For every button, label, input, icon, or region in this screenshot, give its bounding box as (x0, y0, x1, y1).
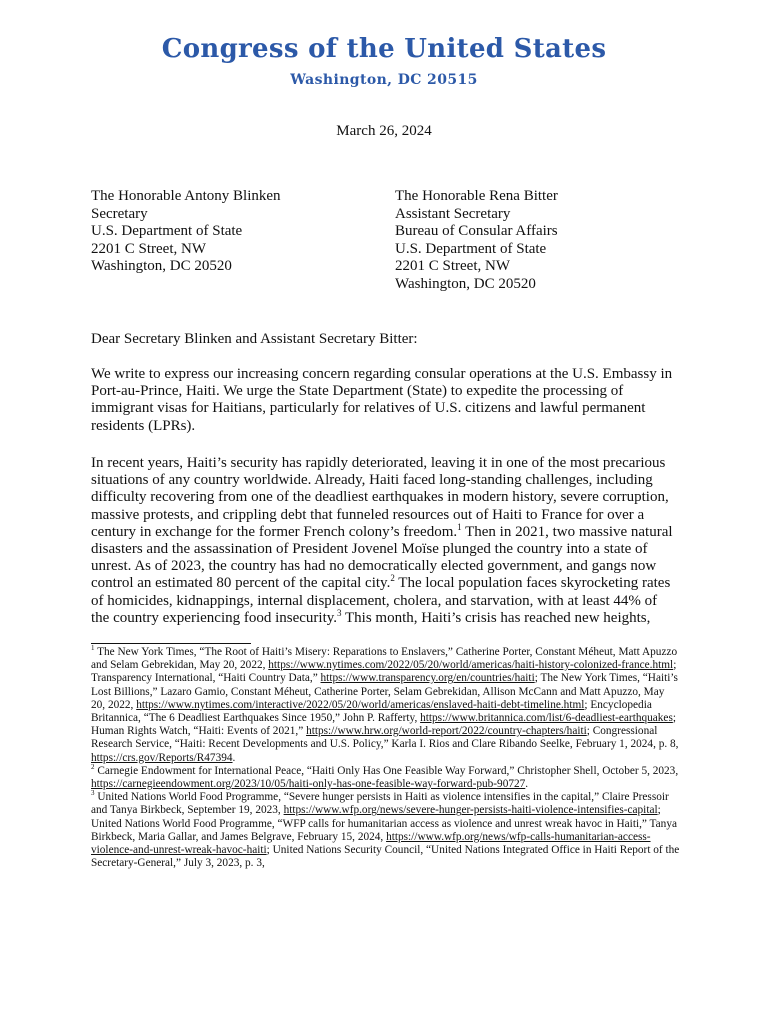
footnote-divider (91, 643, 251, 644)
footnote-text: ; Transparency International, “Haiti Country Data,” (91, 659, 677, 685)
footnote-link[interactable]: https://carnegieendowment.org/2023/10/05/haiti-only-has-one-feasible-way-forward-pub-90727 (91, 778, 526, 791)
address-line: 2201 C Street, NW (91, 240, 206, 257)
address-line: Secretary (91, 205, 148, 222)
footnote-text: ; United Nations World Food Programme, “WFP calls for humanitarian access as violence and unrest wreak havoc in Haiti,” Tanya Birkbeck, Maria Gallar, and James Belgrave, February 15, 2024, (91, 804, 677, 843)
footnote-text: The New York Times, “The Root of Haiti’s Misery: Reparations to Enslavers,” Catherine Porter, Constant Méheut, Matt Apuzzo and Selam Gebrekidan, May 20, 2022, (91, 646, 678, 672)
paragraph-text: The local population faces skyrocketing rates of homicides, kidnappings, internal displacement, cholera, and starvation, with at least 44% of the country experiencing food insecurity. (91, 575, 671, 626)
address-line: U.S. Department of State (91, 223, 243, 240)
footnote-text: . (232, 751, 236, 764)
paragraph-text: Then in 2021, two massive natural disasters and the assassination of President Jovenel Moïse plunged the country into a state of unrest. As of 2023, the country has had no democratically elected government, and gangs now control an estimated 80 percent of the capital city. (91, 523, 673, 592)
letterhead-title: Congress of the United States (161, 34, 607, 64)
letterhead-subtitle: Washington, DC 20515 (290, 72, 478, 88)
footnote-text: ; United Nations Security Council, “United Nations Integrated Office in Haiti Report of the Secretary-General,” July 3, 2023, p. 3, (91, 844, 680, 870)
letter-date: March 26, 2024 (336, 123, 432, 139)
footnote-text: ; The New York Times, “Haiti’s Lost Billions,” Lazaro Gamio, Constant Méheut, Catherine Porter, Selam Gebrekidan, Allison McCann and Matt Apuzzo, May 20, 2022, (91, 672, 678, 711)
footnote-number: 2 (91, 763, 95, 772)
footnote-2 (91, 765, 681, 791)
footnote-link[interactable]: https://www.wfp.org/news/severe-hunger-persists-haiti-violence-intensifies-capital (283, 804, 658, 817)
footnote-text: ; Human Rights Watch, “Haiti: Events of 2021,” (91, 712, 676, 738)
address-line: The Honorable Rena Bitter (395, 188, 558, 204)
paragraph-text: This month, Haiti’s crisis has reached new heights, (341, 609, 651, 626)
footnote-link[interactable]: https://www.transparency.org/en/countries/haiti (320, 672, 535, 685)
footnote-text: United Nations World Food Programme, “Severe hunger persists in Haiti as violence intensifies in the capital,” Claire Pressoir and Tanya Birkbeck, September 19, 2023, (91, 791, 669, 817)
footnote-number: 3 (91, 789, 95, 798)
address-line: U.S. Department of State (395, 240, 547, 257)
recipient-address-bitter (395, 188, 558, 294)
footnote-link[interactable]: https://crs.gov/Reports/R47394 (91, 751, 233, 764)
footnote-3 (91, 791, 681, 870)
footnote-text: ; Congressional Research Service, “Haiti: Recent Developments and U.S. Policy,” Karla I. Rios and Clare Ribando Seelke, February 1, 2024, p. 8, (91, 725, 679, 751)
footnote-link[interactable]: https://www.wfp.org/news/wfp-calls-humanitarian-access-violence-and-unrest-wreak-havoc-haiti (91, 830, 651, 857)
footnote-ref-3: 3 (337, 607, 342, 618)
footnote-text: . (525, 778, 529, 791)
address-line: Washington, DC 20520 (91, 258, 232, 275)
address-line: 2201 C Street, NW (395, 258, 510, 275)
body-paragraph-1: We write to express our increasing concern regarding consular operations at the U.S. Embassy in Port-au-Prince, Haiti. We urge the State Department (State) to expedite the processing of immigrant visas for Haitians, particularly for relatives of U.S. citizens and lawful permanent residents (LPRs). (91, 366, 673, 434)
address-line: Assistant Secretary (395, 205, 511, 222)
footnote-link[interactable]: https://www.nytimes.com/interactive/2022/05/20/world/americas/enslaved-haiti-debt-timeline.html (136, 698, 585, 711)
footnote-number: 1 (91, 644, 95, 653)
footnote-ref-1: 1 (457, 521, 462, 532)
recipient-address-blinken (91, 188, 281, 276)
footnote-link[interactable]: https://www.britannica.com/list/6-deadliest-earthquakes (420, 712, 673, 725)
footnote-text: Carnegie Endowment for International Peace, “Haiti Only Has One Feasible Way Forward,” Christopher Shell, October 5, 2023, (94, 764, 679, 777)
address-line: Bureau of Consular Affairs (395, 223, 558, 240)
address-line: The Honorable Antony Blinken (91, 188, 281, 204)
footnote-text: ; Encyclopedia Britannica, “The 6 Deadliest Earthquakes Since 1950,” John P. Rafferty, (91, 698, 652, 725)
address-line: Washington, DC 20520 (395, 275, 536, 292)
footnotes (91, 646, 681, 870)
salutation: Dear Secretary Blinken and Assistant Secretary Bitter: (91, 331, 418, 347)
paragraph-text: In recent years, Haiti’s security has rapidly deteriorated, leaving it in one of the most precarious situations of any country worldwide. Already, Haiti faced long-standing challenges, including difficulty recovering from one of the deadliest earthquakes in modern history, severe corruption, massive protests, and crippling debt that funneled resources out of Haiti to France for over a century in exchange for the former French colony’s freedom. (91, 455, 669, 540)
footnote-ref-2: 2 (390, 573, 395, 584)
letterhead (0, 34, 768, 88)
footnote-link[interactable]: https://www.hrw.org/world-report/2022/country-chapters/haiti (306, 725, 587, 738)
body-paragraph-2 (91, 455, 679, 627)
footnote-link[interactable]: https://www.nytimes.com/2022/05/20/world/americas/haiti-history-colonized-france.html (268, 659, 674, 672)
footnote-1 (91, 646, 681, 765)
